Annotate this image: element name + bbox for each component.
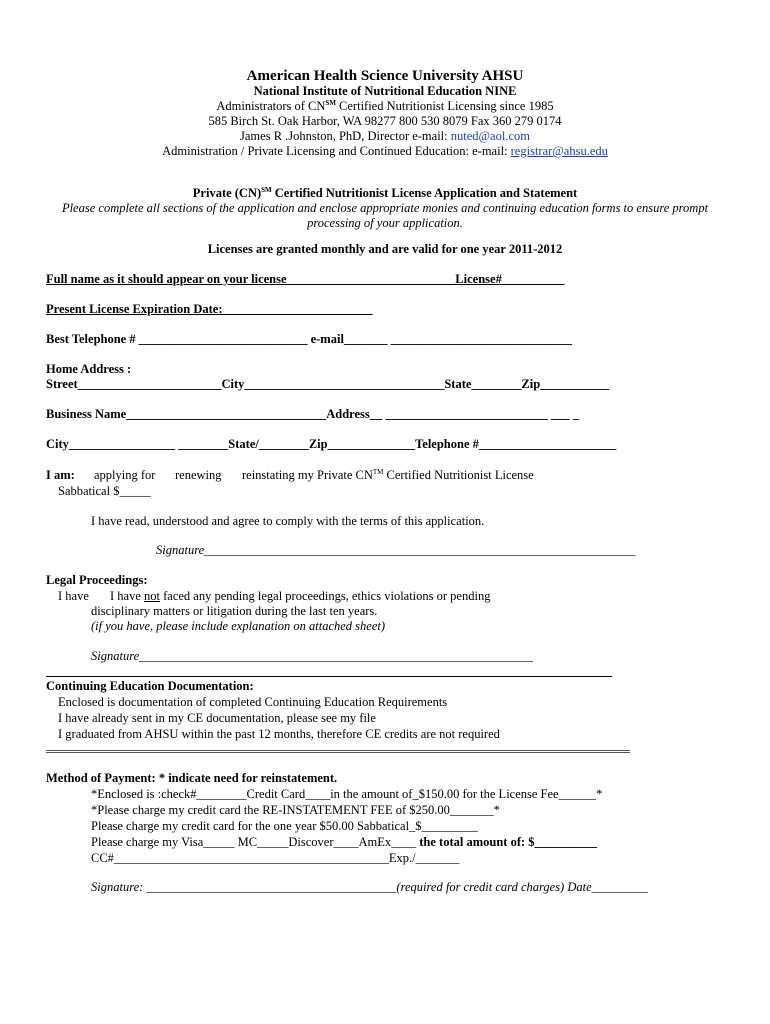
telephone-email-field[interactable]: Best Telephone # ___________________________ e-mail_______ _____________________________ [46,332,573,346]
home-address-label: Home Address : [46,362,132,376]
address-line: 585 Birch St. Oak Harbor, WA 98277 800 530 8079 Fax 360 279 0174 [208,114,562,128]
legal-signature[interactable]: Signature_______________________________________________________________ [91,649,533,663]
ce-option-sent[interactable]: I have already sent in my CE documentation, please see my file [58,711,376,725]
legal-note: (if you have, please include explanation on attached sheet) [91,619,386,633]
director-line: James R .Johnston, PhD, Director e-mail: nuted@aol.com [240,129,530,143]
section-divider [46,676,612,677]
university-title: American Health Science University AHSU [246,68,524,84]
city-field[interactable]: City_________________ ________State/________Zip______________Telephone #______________________ [46,437,617,451]
option-applying[interactable]: applying for [94,468,156,482]
section-divider-thick [46,750,630,753]
instructions-line-2: processing of your application. [307,216,463,230]
ce-option-enclosed[interactable]: Enclosed is documentation of completed Continuing Education Requirements [58,695,448,709]
admin-line: Administration / Private Licensing and Continued Education: e-mail: registrar@ahsu.edu [162,144,608,158]
payment-card-type-line[interactable]: Please charge my Visa_____ MC_____Discover____AmEx____ the total amount of: $__________ [91,835,598,849]
payment-enclosed-line[interactable]: *Enclosed is :check#________Credit Card____in the amount of_$150.00 for the License Fee______* [91,787,603,801]
validity-note: Licenses are granted monthly and are valid for one year 2011-2012 [207,242,563,256]
agreement-signature[interactable]: Signature_____________________________________________________________________ [156,543,636,557]
payment-sabbatical-line[interactable]: Please charge my credit card for the one year $50.00 Sabbatical_$_________ [91,819,478,833]
legal-heading: Legal Proceedings: [46,573,148,587]
ce-heading: Continuing Education Documentation: [46,679,254,693]
street-field[interactable]: Street_______________________City________________________________State________Zip___________ [46,377,609,391]
option-renewing[interactable]: renewing [175,468,222,482]
agreement-text: I have read, understood and agree to comply with the terms of this application. [91,514,485,528]
business-field[interactable]: Business Name________________________________Address__ __________________________ ___ _ [46,407,580,421]
ce-option-graduated[interactable]: I graduated from AHSU within the past 12 months, therefore CE credits are not required [58,727,500,741]
licensing-line: Administrators of CN℠ Certified Nutritionist Licensing since 1985 [216,99,554,113]
payment-reinstatement-line[interactable]: *Please charge my credit card the RE-INSTATEMENT FEE of $250.00_______* [91,803,500,817]
expiration-field[interactable]: Present License Expiration Date:________________________ [46,302,373,316]
full-name-field[interactable]: Full name as it should appear on your license___________________________License#__________ [46,272,565,286]
instructions-line-1: Please complete all sections of the application and enclose appropriate monies and continuing education forms to ensure prompt [61,201,709,215]
legal-line-2: disciplinary matters or litigation during the last ten years. [91,604,378,618]
sabbatical-field[interactable]: Sabbatical $_____ [58,484,151,498]
admin-email-link[interactable]: registrar@ahsu.edu [510,144,608,158]
i-am-label: I am: [46,468,75,482]
payment-cc-line[interactable]: CC#____________________________________________Exp./_______ [91,851,460,865]
legal-option-have-not[interactable]: I have not faced any pending legal proceedings, ethics violations or pending [110,589,491,603]
payment-heading: Method of Payment: * indicate need for reinstatement. [46,771,338,785]
option-reinstating[interactable]: reinstating my Private CN™ Certified Nutritionist License [242,468,534,482]
payment-signature[interactable]: Signature: ________________________________________(required for credit card charges) Date_________ [91,880,648,894]
institute-subtitle: National Institute of Nutritional Education NINE [253,84,517,98]
legal-option-have[interactable]: I have [58,589,89,603]
director-email-link[interactable]: nuted@aol.com [450,129,530,143]
form-title: Private (CN)℠ Certified Nutritionist License Application and Statement [192,186,578,200]
